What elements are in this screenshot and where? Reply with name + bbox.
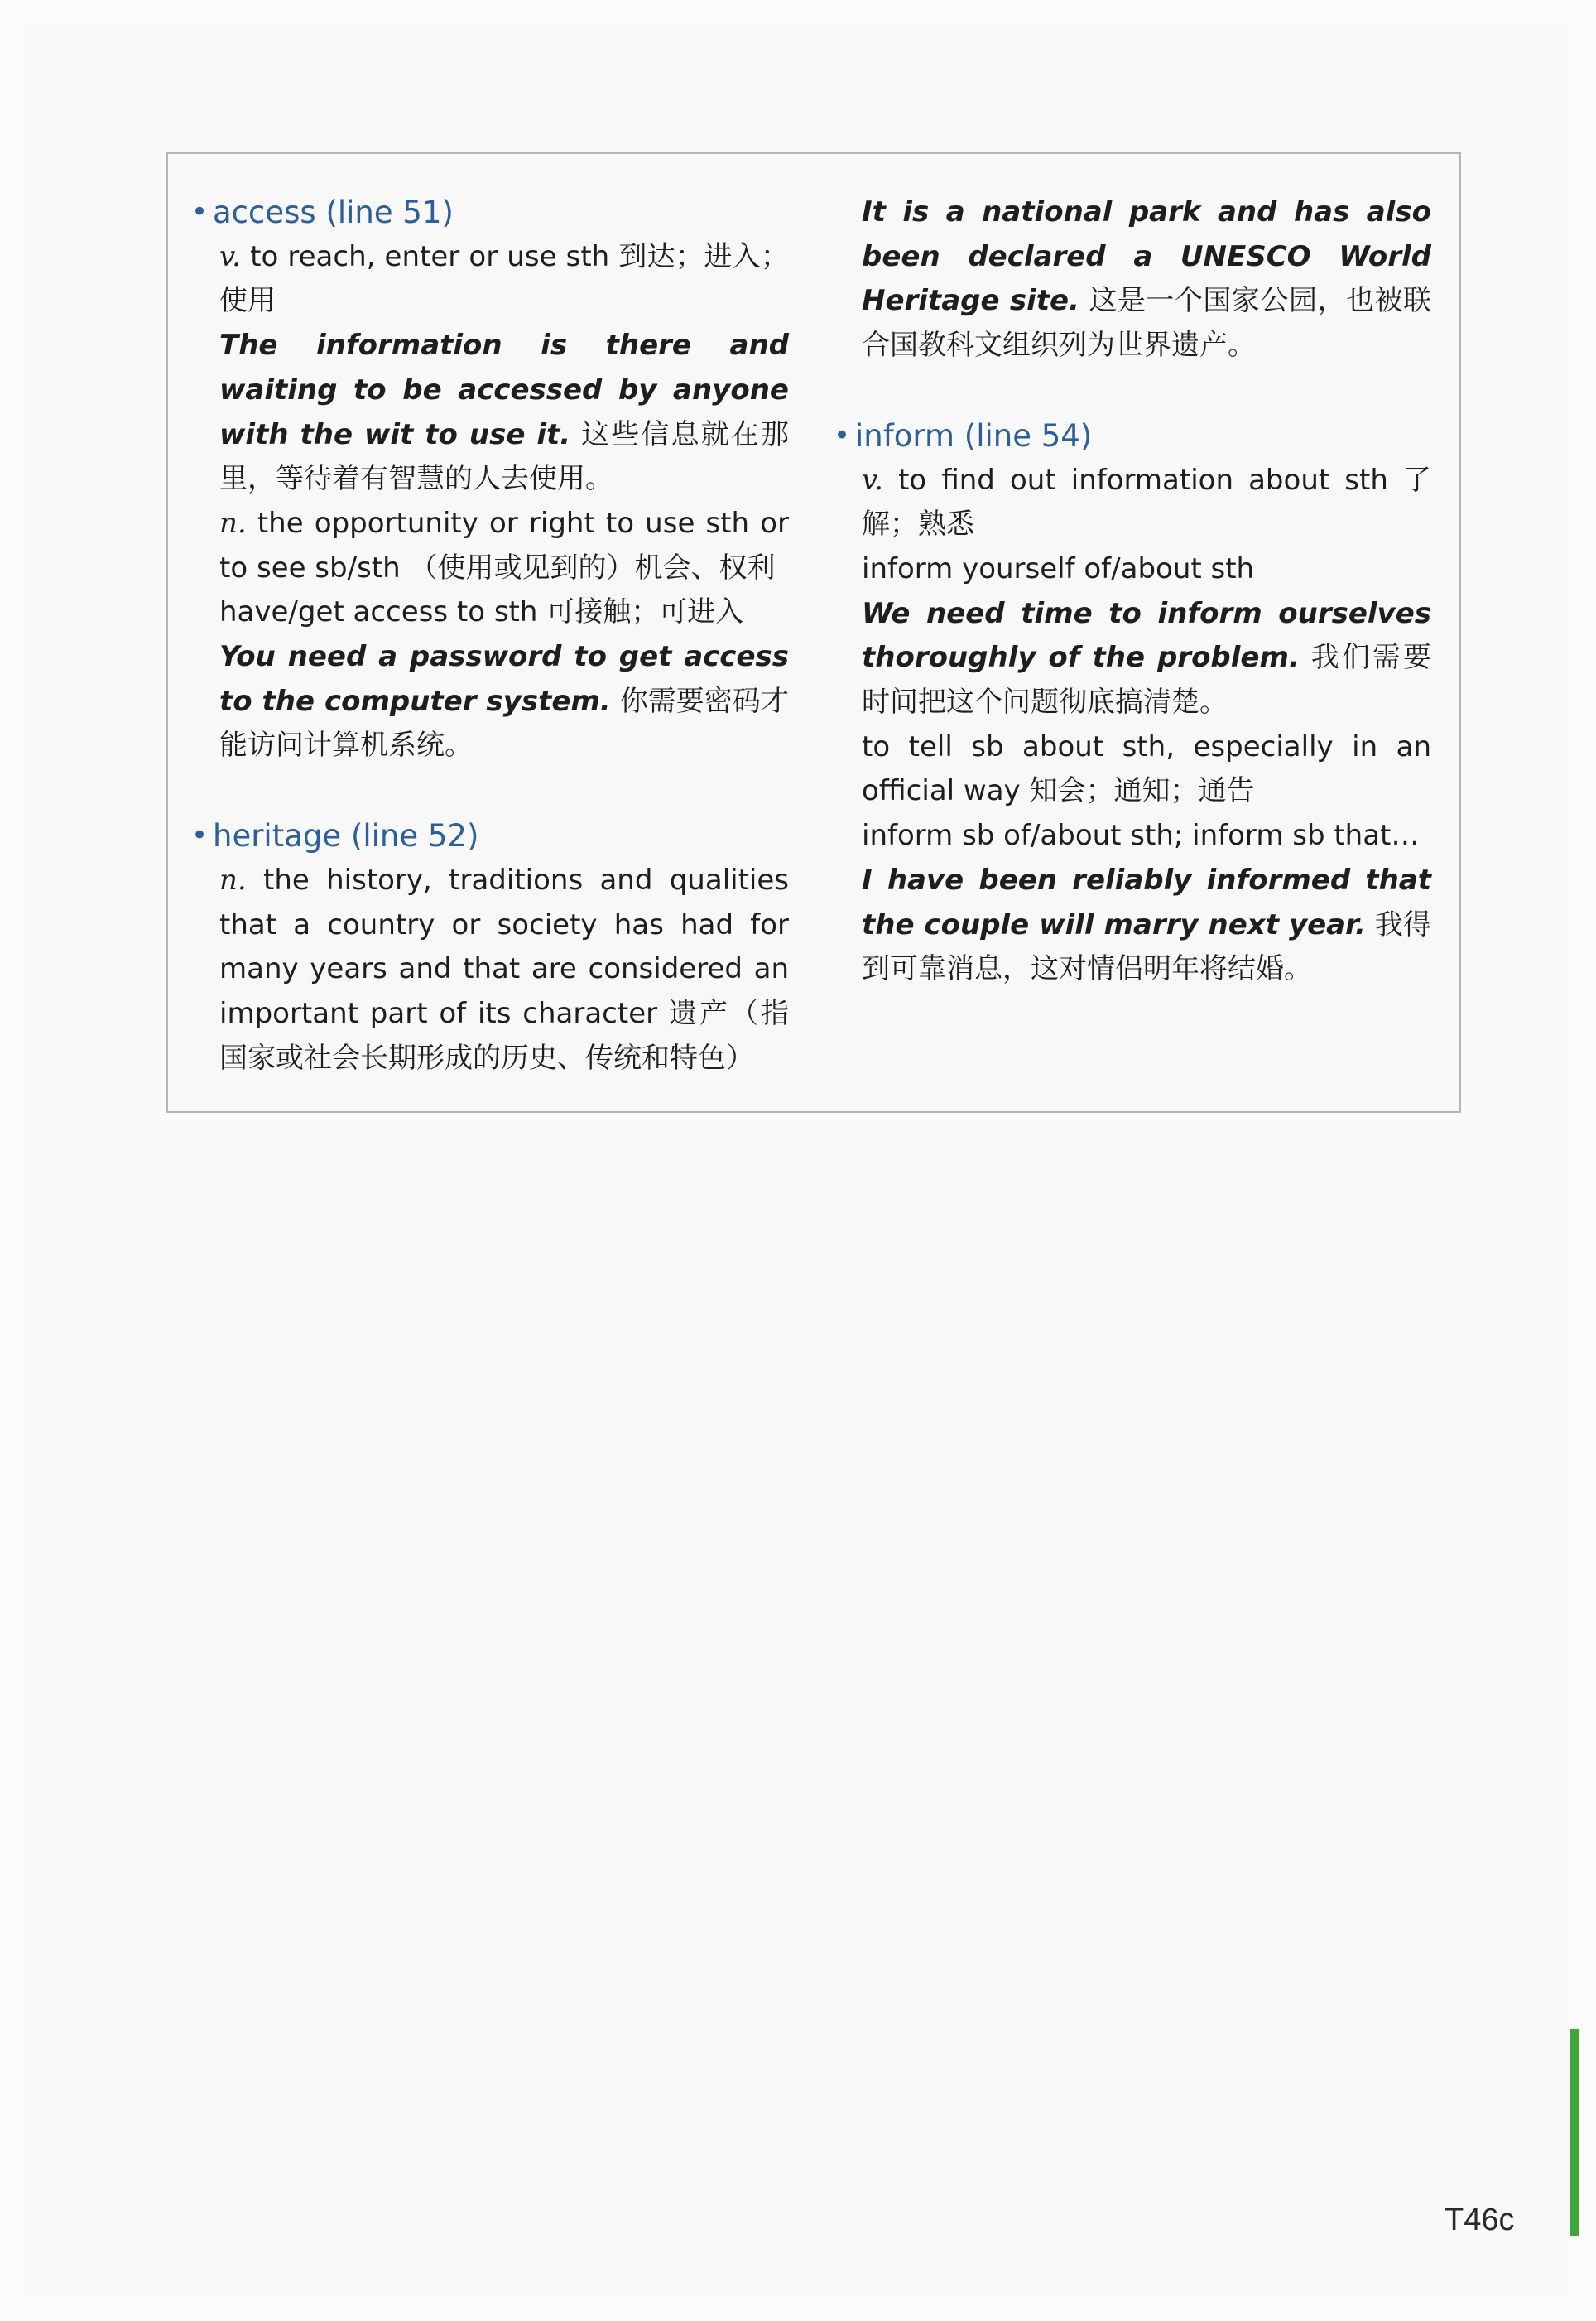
headword-text: inform (line 54) [855, 417, 1093, 454]
definition [862, 459, 1431, 547]
example [862, 859, 1431, 992]
entry-inform [834, 414, 1432, 992]
example [219, 324, 789, 502]
left-column [191, 190, 790, 1081]
example-sentence: It is a national park and has also been declared a UNESCO World Heritage site. [862, 195, 1431, 318]
translation: （使用或见到的）机会、权利 [409, 551, 776, 585]
definition-text: the opportunity or right to use sth or to see sb/sth [219, 506, 789, 585]
definition-text: to find out information about sth [882, 463, 1403, 497]
right-column [834, 190, 1432, 992]
part-of-speech: n. [219, 863, 247, 897]
headword-access [191, 190, 789, 235]
translation: 了解；熟悉 [862, 463, 1431, 542]
headword-text: heritage (line 52) [213, 818, 479, 855]
example-translation: 你需要密码才能访问计算机系统。 [219, 684, 789, 763]
entry-access [191, 190, 790, 768]
example-translation: 这些信息就在那里，等待着有智慧的人去使用。 [219, 417, 790, 496]
example-translation: 这是一个国家公园，也被联合国教科文组织列为世界遗产。 [862, 284, 1431, 363]
definition [219, 502, 789, 590]
definition-text: to tell sb about sth, especially in an official way [862, 730, 1431, 808]
entry-heritage-example [862, 190, 1431, 368]
headword-inform [834, 414, 1431, 459]
definition [219, 859, 789, 1081]
example [219, 635, 789, 768]
definition-text: to reach, enter or use sth [240, 239, 619, 273]
example-sentence: We need time to inform ourselves thoroughly of the problem. [862, 596, 1431, 675]
definition [219, 235, 789, 324]
bullet-icon: • [191, 819, 209, 853]
example-sentence: The information is there and waiting to be accessed by anyone with the wit to use it. [219, 329, 789, 451]
bullet-icon: • [191, 195, 209, 229]
translation: 可接触；可进入 [546, 595, 744, 629]
phrase-text: inform sb of/about sth; inform sb that… [862, 819, 1420, 853]
bullet-icon: • [834, 418, 851, 452]
headword-heritage [191, 814, 789, 859]
example-translation: 我得到可靠消息，这对情侣明年将结婚。 [862, 908, 1431, 986]
definition [862, 725, 1431, 814]
translation: 知会；通知；通告 [1029, 774, 1255, 808]
example [862, 190, 1431, 368]
example-sentence: You need a password to get access to the computer system. [219, 640, 789, 718]
phrase [219, 590, 789, 635]
example-translation: 我们需要时间把这个问题彻底搞清楚。 [862, 641, 1432, 720]
translation: 遗产（指国家或社会长期形成的历史、传统和特色） [219, 996, 789, 1075]
vocabulary-box [166, 152, 1461, 1113]
entry-heritage [191, 814, 789, 1081]
example-sentence: I have been reliably informed that the couple will marry next year. [862, 863, 1431, 941]
example [862, 592, 1431, 725]
part-of-speech: v. [219, 239, 241, 273]
phrase [862, 547, 1431, 592]
translation: 到达；进入；使用 [219, 239, 789, 318]
definition-text: the history, traditions and qualities that a country or society has had for many years and that are considered an important part of its character [219, 863, 789, 1030]
section-tab [1570, 2029, 1579, 2236]
phrase-text: have/get access to sth [219, 595, 547, 629]
phrase [862, 814, 1431, 859]
phrase-text: inform yourself of/about sth [862, 551, 1255, 585]
part-of-speech: v. [862, 463, 883, 497]
part-of-speech: n. [219, 506, 247, 540]
headword-text: access (line 51) [213, 195, 454, 230]
page-number: T46c [1445, 2203, 1515, 2237]
